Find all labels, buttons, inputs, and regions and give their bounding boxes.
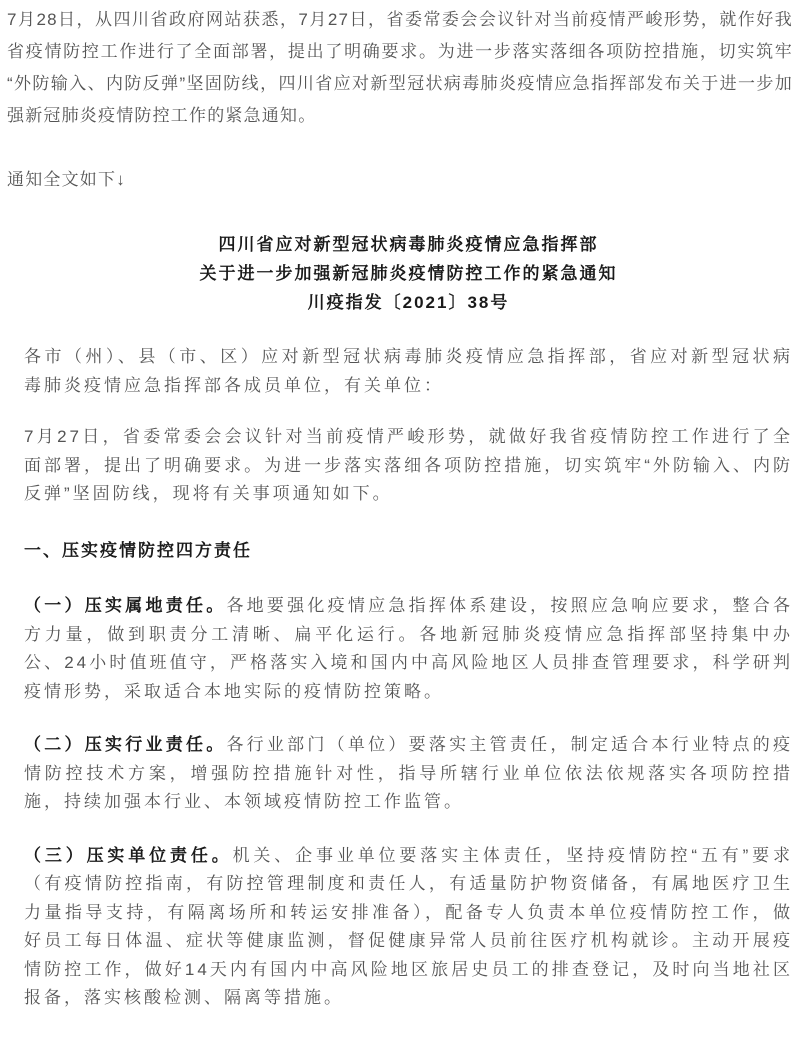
notice-title-line-2: 关于进一步加强新冠肺炎疫情防控工作的紧急通知 (199, 264, 618, 283)
notice-item-paragraph-3 (24, 842, 793, 1013)
notice-item-paragraph-1 (24, 592, 793, 706)
item-3-label: （三）压实单位责任。 (24, 845, 233, 865)
intro-paragraph: 7月28日，从四川省政府网站获悉，7月27日，省委常委会会议针对当前疫情严峻形势，就作好我省疫情防控工作进行了全面部署，提出了明确要求。为进一步落实落细各项防控措施，切实筑牢“外防输入、内防反弹”坚固防线，四川省应对新型冠状病毒肺炎疫情应急指挥部发布关于进一步加强新冠肺炎疫情防控工作的紧急通知。 (7, 10, 793, 125)
notice-item-paragraph-2 (24, 731, 793, 817)
section-1-heading: 一、压实疫情防控四方责任 (24, 540, 252, 560)
notice-body (7, 230, 793, 1013)
item-3-text: 机关、企事业单位要落实主体责任，坚持疫情防控“五有”要求（有疫情防控指南，有防控管理制度和责任人，有适量防护物资储备，有属地医疗卫生力量指导支持，有隔离场所和转运安排准备），配备专人负责本单位疫情防控工作，做好员工每日体温、症状等健康监测，督促健康异常人员前往医疗机构就诊。主动开展疫情防控工作，做好14天内有国内中高风险地区旅居史员工的排查登记，及时向当地社区报备，落实核酸检测、隔离等措施。 (24, 845, 793, 1007)
notice-lead-in: 通知全文如下↓ (7, 170, 126, 189)
item-1-label: （一）压实属地责任。 (24, 596, 227, 615)
notice-title-line-1: 四川省应对新型冠状病毒肺炎疫情应急指挥部 (218, 235, 599, 254)
notice-doc-number: 川疫指发〔2021〕38号 (307, 293, 510, 312)
item-2-label: （二）压实行业责任。 (24, 735, 227, 754)
item-2-text: 各行业部门（单位）要落实主管责任，制定适合本行业特点的疫情防控技术方案，增强防控措施针对性，指导所辖行业单位依法依规落实各项防控措施，持续加强本行业、本领域疫情防控工作监管。 (24, 735, 794, 811)
notice-preamble: 7月27日，省委常委会会议针对当前疫情严峻形势，就做好我省疫情防控工作进行了全面部署，提出了明确要求。为进一步落实落细各项防控措施，切实筑牢“外防输入、内防反弹”坚固防线，现将有关事项通知如下。 (24, 427, 793, 503)
notice-title (24, 230, 793, 317)
notice-salutation: 各市（州）、县（市、区）应对新型冠状病毒肺炎疫情应急指挥部，省应对新型冠状病毒肺炎疫情应急指挥部各成员单位，有关单位： (24, 347, 793, 395)
item-1-text: 各地要强化疫情应急指挥体系建设，按照应急响应要求，整合各方力量，做到职责分工清晰、扁平化运行。各地新冠肺炎疫情应急指挥部坚持集中办公、24小时值班值守，严格落实入境和国内中高风险地区人员排查管理要求，科学研判疫情形势，采取适合本地实际的疫情防控策略。 (24, 596, 794, 701)
